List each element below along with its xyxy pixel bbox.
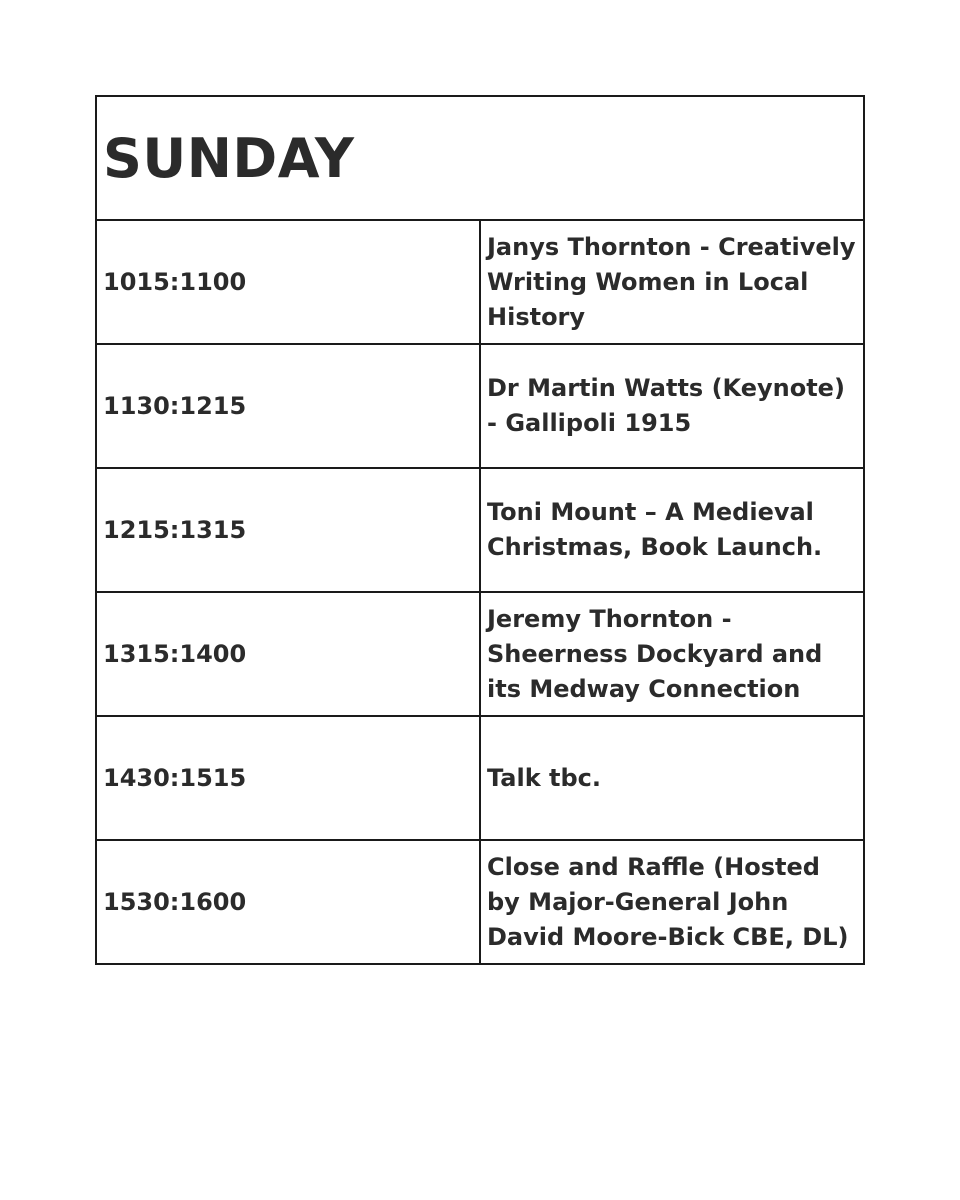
- table-row: [96, 840, 864, 964]
- table-row: [96, 344, 864, 468]
- time-slot: 1315:1400: [96, 592, 480, 716]
- event-description: Talk tbc.: [480, 716, 864, 840]
- event-description: Dr Martin Watts (Keynote) - Gallipoli 1915: [480, 344, 864, 468]
- event-description: Toni Mount – A Medieval Christmas, Book Launch.: [480, 468, 864, 592]
- time-slot: 1530:1600: [96, 840, 480, 964]
- time-slot: 1430:1515: [96, 716, 480, 840]
- event-description: Close and Raffle (Hosted by Major-General John David Moore-Bick CBE, DL): [480, 840, 864, 964]
- time-slot: 1015:1100: [96, 220, 480, 344]
- table-row: [96, 716, 864, 840]
- table-row: [96, 220, 864, 344]
- time-slot: 1130:1215: [96, 344, 480, 468]
- time-slot: 1215:1315: [96, 468, 480, 592]
- event-description: Janys Thornton - Creatively Writing Women in Local History: [480, 220, 864, 344]
- table-header-row: [96, 96, 864, 220]
- table-row: [96, 592, 864, 716]
- table-row: [96, 468, 864, 592]
- event-description: Jeremy Thornton - Sheerness Dockyard and its Medway Connection: [480, 592, 864, 716]
- schedule-table: [95, 95, 865, 965]
- day-title: SUNDAY: [96, 96, 864, 220]
